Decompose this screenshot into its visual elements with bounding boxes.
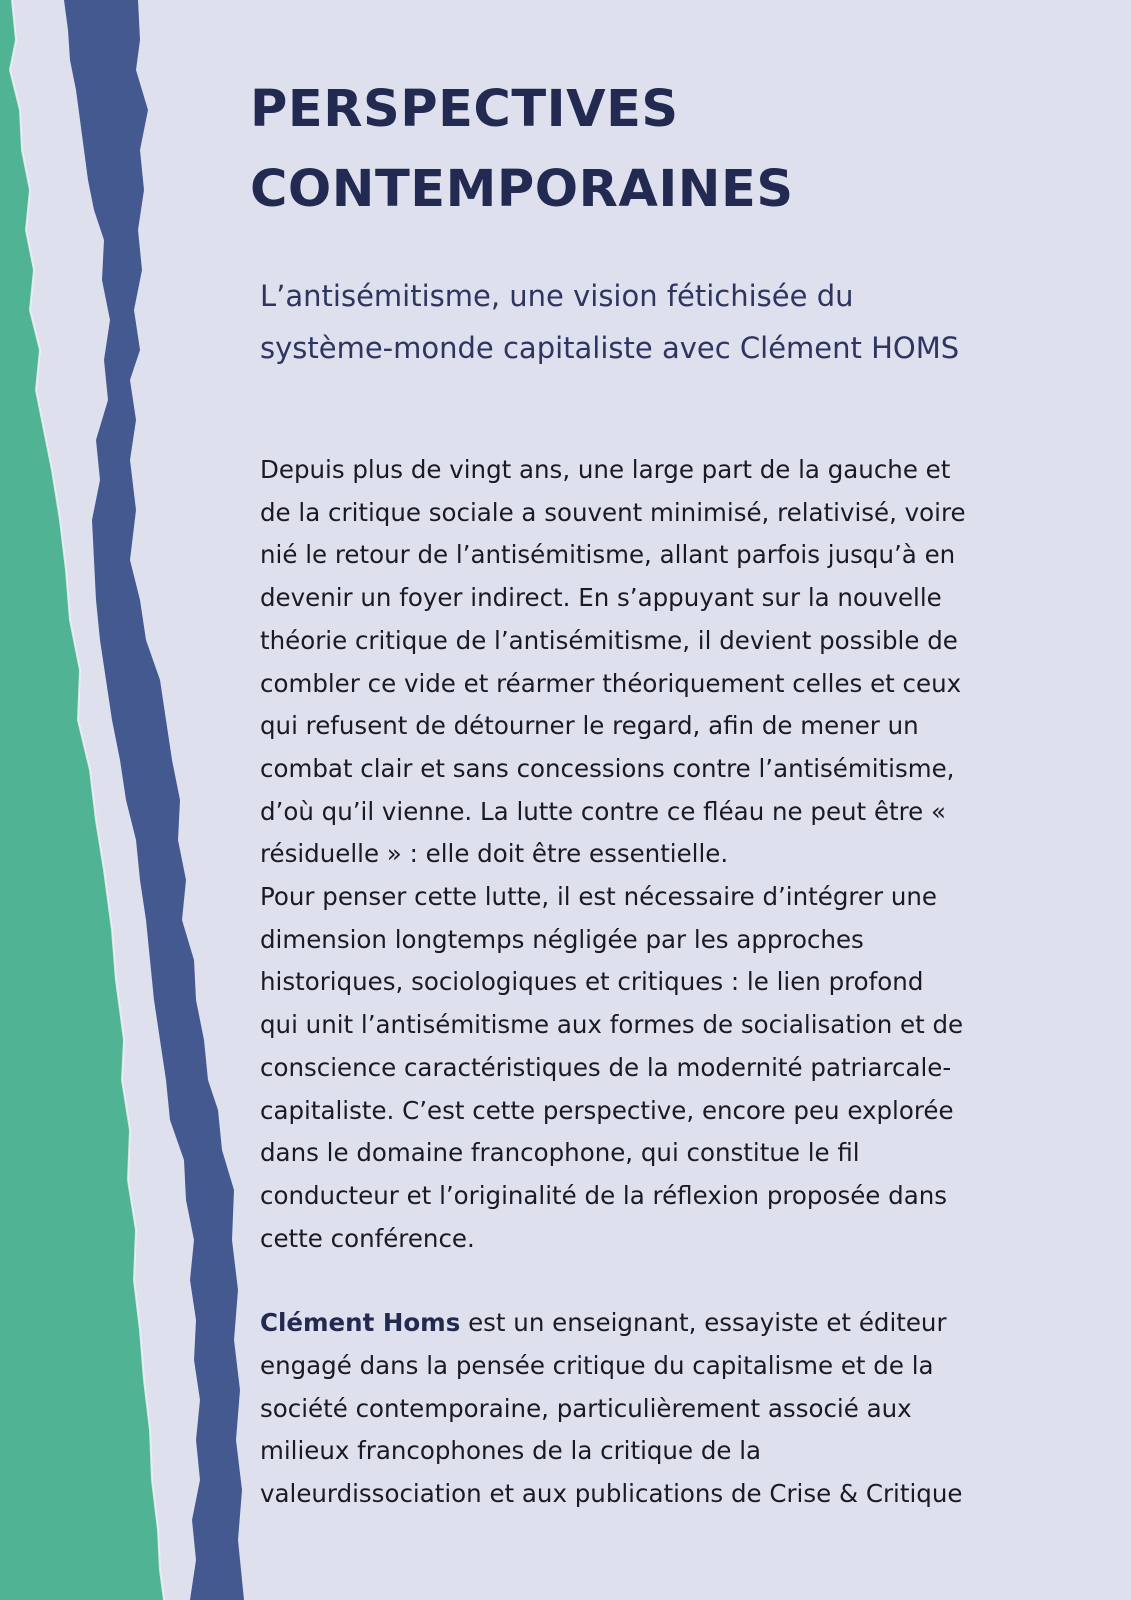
bio-first-line-text: est un enseignant, essayiste et éditeur — [460, 1308, 947, 1338]
text-line: de la critique sociale a souvent minimisé, relativisé, voire — [260, 497, 966, 527]
text-line: nié le retour de l’antisémitisme, allant parfois jusqu’à en — [260, 540, 956, 570]
text-line: d’où qu’il vienne. La lutte contre ce fléau ne peut être « — [260, 796, 947, 826]
subtitle-line: système-monde capitaliste avec Clément HOMS — [260, 331, 960, 365]
text-line: engagé dans la pensée critique du capitalisme et de la — [260, 1351, 934, 1381]
text-line: qui refusent de détourner le regard, afin de mener un — [260, 711, 919, 741]
text-line: cette conférence. — [260, 1223, 475, 1253]
paragraph-2 — [260, 876, 1090, 1260]
text-line: conscience caractéristiques de la modernité patriarcale- — [260, 1052, 952, 1082]
text-line: valeurdissociation et aux publications de Crise & Critique — [260, 1479, 963, 1509]
title-line: PERSPECTIVES — [250, 80, 679, 139]
torn-paper-decoration — [0, 0, 260, 1600]
paragraph-spacer — [260, 1260, 1090, 1302]
subtitle-line: L’antisémitisme, une vision fétichisée du — [260, 279, 854, 313]
text-line: capitaliste. C’est cette perspective, encore peu explorée — [260, 1095, 954, 1125]
text-line: qui unit l’antisémitisme aux formes de socialisation et de — [260, 1010, 964, 1040]
page-title — [250, 70, 1090, 230]
text-line — [260, 1302, 1090, 1345]
title-line: CONTEMPORAINES — [250, 160, 794, 219]
text-line: dans le domaine francophone, qui constitue le fil — [260, 1138, 860, 1168]
text-line: Pour penser cette lutte, il est nécessaire d’intégrer une — [260, 882, 937, 912]
subtitle — [260, 270, 1090, 374]
text-line: résiduelle » : elle doit être essentielle. — [260, 839, 729, 869]
text-line: devenir un foyer indirect. En s’appuyant sur la nouvelle — [260, 583, 942, 613]
text-line: combat clair et sans concessions contre l’antisémitisme, — [260, 753, 955, 783]
paragraph-1 — [260, 449, 1090, 876]
text-line: historiques, sociologiques et critiques : le lien profond — [260, 967, 924, 997]
body-text — [260, 449, 1090, 1516]
author-name: Clément Homs — [260, 1308, 461, 1338]
text-line: conducteur et l’originalité de la réflexion proposée dans — [260, 1180, 948, 1210]
main-content — [250, 70, 1090, 1516]
text-line: dimension longtemps négligée par les approches — [260, 924, 864, 954]
text-line: milieux francophones de la critique de la — [260, 1436, 762, 1466]
text-line: combler ce vide et réarmer théoriquement celles et ceux — [260, 668, 962, 698]
text-line: société contemporaine, particulièrement associé aux — [260, 1393, 912, 1423]
text-line: Depuis plus de vingt ans, une large part de la gauche et — [260, 455, 951, 484]
text-line: théorie critique de l’antisémitisme, il devient possible de — [260, 625, 958, 655]
author-bio — [260, 1302, 1090, 1516]
